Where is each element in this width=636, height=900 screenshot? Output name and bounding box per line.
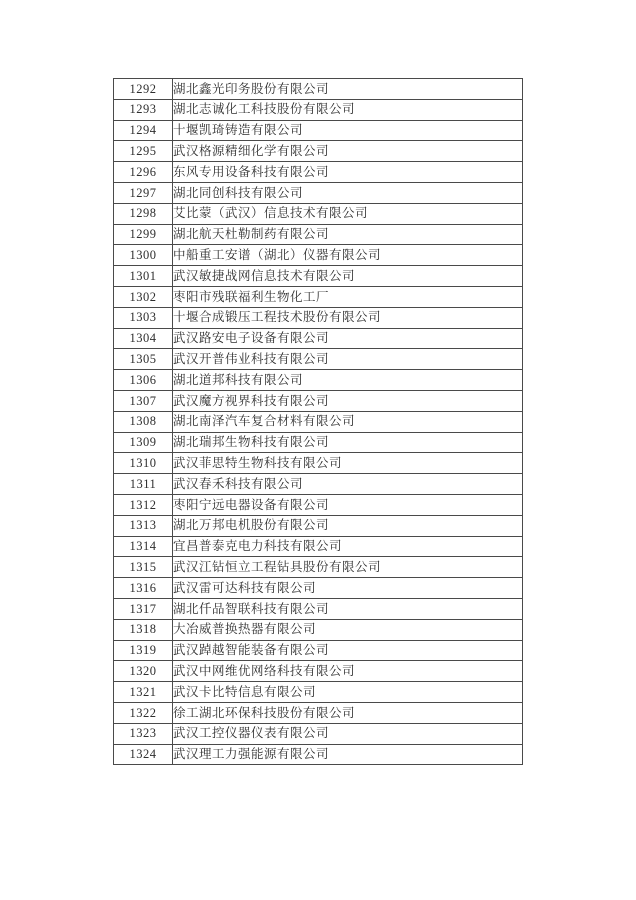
- company-name-cell: 湖北万邦电机股份有限公司: [173, 515, 523, 536]
- table-row: [114, 224, 523, 245]
- row-number-cell: 1316: [114, 578, 173, 599]
- table-row: [114, 661, 523, 682]
- table-row: [114, 266, 523, 287]
- company-name-cell: 武汉敏捷战网信息技术有限公司: [173, 266, 523, 287]
- row-number-cell: 1301: [114, 266, 173, 287]
- company-name-cell: 武汉菲思特生物科技有限公司: [173, 453, 523, 474]
- row-number-cell: 1296: [114, 162, 173, 183]
- row-number-cell: 1315: [114, 557, 173, 578]
- company-name-cell: 湖北南泽汽车复合材料有限公司: [173, 411, 523, 432]
- table-row: [114, 390, 523, 411]
- row-number-cell: 1298: [114, 203, 173, 224]
- company-name-cell: 湖北仟品智联科技有限公司: [173, 598, 523, 619]
- row-number-cell: 1295: [114, 141, 173, 162]
- table-row: [114, 702, 523, 723]
- table-row: [114, 682, 523, 703]
- company-name-cell: 武汉江钻恒立工程钻具股份有限公司: [173, 557, 523, 578]
- table-row: [114, 578, 523, 599]
- row-number-cell: 1323: [114, 723, 173, 744]
- table-row: [114, 536, 523, 557]
- company-name-cell: 武汉工控仪器仪表有限公司: [173, 723, 523, 744]
- row-number-cell: 1318: [114, 619, 173, 640]
- table-row: [114, 744, 523, 765]
- table-row: [114, 640, 523, 661]
- company-name-cell: 艾比蒙（武汉）信息技术有限公司: [173, 203, 523, 224]
- table-row: [114, 307, 523, 328]
- company-list-table: [113, 78, 523, 765]
- company-name-cell: 武汉魔方视界科技有限公司: [173, 390, 523, 411]
- company-name-cell: 武汉踔越智能装备有限公司: [173, 640, 523, 661]
- row-number-cell: 1303: [114, 307, 173, 328]
- company-name-cell: 湖北道邦科技有限公司: [173, 370, 523, 391]
- row-number-cell: 1292: [114, 79, 173, 100]
- company-name-cell: 武汉格源精细化学有限公司: [173, 141, 523, 162]
- row-number-cell: 1308: [114, 411, 173, 432]
- company-name-cell: 武汉中网维优网络科技有限公司: [173, 661, 523, 682]
- company-name-cell: 东风专用设备科技有限公司: [173, 162, 523, 183]
- row-number-cell: 1297: [114, 182, 173, 203]
- row-number-cell: 1320: [114, 661, 173, 682]
- company-name-cell: 武汉路安电子设备有限公司: [173, 328, 523, 349]
- row-number-cell: 1312: [114, 494, 173, 515]
- table-row: [114, 182, 523, 203]
- company-name-cell: 徐工湖北环保科技股份有限公司: [173, 702, 523, 723]
- table-row: [114, 515, 523, 536]
- company-name-cell: 湖北航天杜勒制药有限公司: [173, 224, 523, 245]
- company-name-cell: 枣阳市残联福利生物化工厂: [173, 286, 523, 307]
- table-row: [114, 120, 523, 141]
- table-row: [114, 474, 523, 495]
- company-name-cell: 湖北志诚化工科技股份有限公司: [173, 99, 523, 120]
- table-row: [114, 162, 523, 183]
- table-row: [114, 598, 523, 619]
- row-number-cell: 1306: [114, 370, 173, 391]
- table-row: [114, 370, 523, 391]
- table-row: [114, 99, 523, 120]
- company-name-cell: 湖北同创科技有限公司: [173, 182, 523, 203]
- table-row: [114, 203, 523, 224]
- table-row: [114, 557, 523, 578]
- row-number-cell: 1310: [114, 453, 173, 474]
- table-row: [114, 432, 523, 453]
- row-number-cell: 1309: [114, 432, 173, 453]
- table-row: [114, 286, 523, 307]
- row-number-cell: 1299: [114, 224, 173, 245]
- table-row: [114, 328, 523, 349]
- company-name-cell: 中船重工安谱（湖北）仪器有限公司: [173, 245, 523, 266]
- row-number-cell: 1311: [114, 474, 173, 495]
- row-number-cell: 1294: [114, 120, 173, 141]
- company-name-cell: 武汉开普伟业科技有限公司: [173, 349, 523, 370]
- row-number-cell: 1324: [114, 744, 173, 765]
- company-name-cell: 十堰凯琦铸造有限公司: [173, 120, 523, 141]
- row-number-cell: 1302: [114, 286, 173, 307]
- row-number-cell: 1321: [114, 682, 173, 703]
- table-row: [114, 494, 523, 515]
- company-name-cell: 武汉雷可达科技有限公司: [173, 578, 523, 599]
- company-name-cell: 湖北鑫光印务股份有限公司: [173, 79, 523, 100]
- company-name-cell: 十堰合成锻压工程技术股份有限公司: [173, 307, 523, 328]
- row-number-cell: 1314: [114, 536, 173, 557]
- company-name-cell: 大冶威普换热器有限公司: [173, 619, 523, 640]
- row-number-cell: 1317: [114, 598, 173, 619]
- row-number-cell: 1293: [114, 99, 173, 120]
- table-row: [114, 453, 523, 474]
- company-name-cell: 枣阳宁远电器设备有限公司: [173, 494, 523, 515]
- row-number-cell: 1304: [114, 328, 173, 349]
- table-row: [114, 411, 523, 432]
- company-name-cell: 宜昌普泰克电力科技有限公司: [173, 536, 523, 557]
- row-number-cell: 1322: [114, 702, 173, 723]
- row-number-cell: 1319: [114, 640, 173, 661]
- table-row: [114, 141, 523, 162]
- table-row: [114, 723, 523, 744]
- row-number-cell: 1305: [114, 349, 173, 370]
- table-row: [114, 245, 523, 266]
- table-row: [114, 79, 523, 100]
- row-number-cell: 1300: [114, 245, 173, 266]
- company-name-cell: 湖北瑞邦生物科技有限公司: [173, 432, 523, 453]
- company-name-cell: 武汉卡比特信息有限公司: [173, 682, 523, 703]
- table-row: [114, 349, 523, 370]
- table-row: [114, 619, 523, 640]
- row-number-cell: 1313: [114, 515, 173, 536]
- company-name-cell: 武汉春禾科技有限公司: [173, 474, 523, 495]
- row-number-cell: 1307: [114, 390, 173, 411]
- company-name-cell: 武汉理工力强能源有限公司: [173, 744, 523, 765]
- company-table-body: [114, 79, 523, 765]
